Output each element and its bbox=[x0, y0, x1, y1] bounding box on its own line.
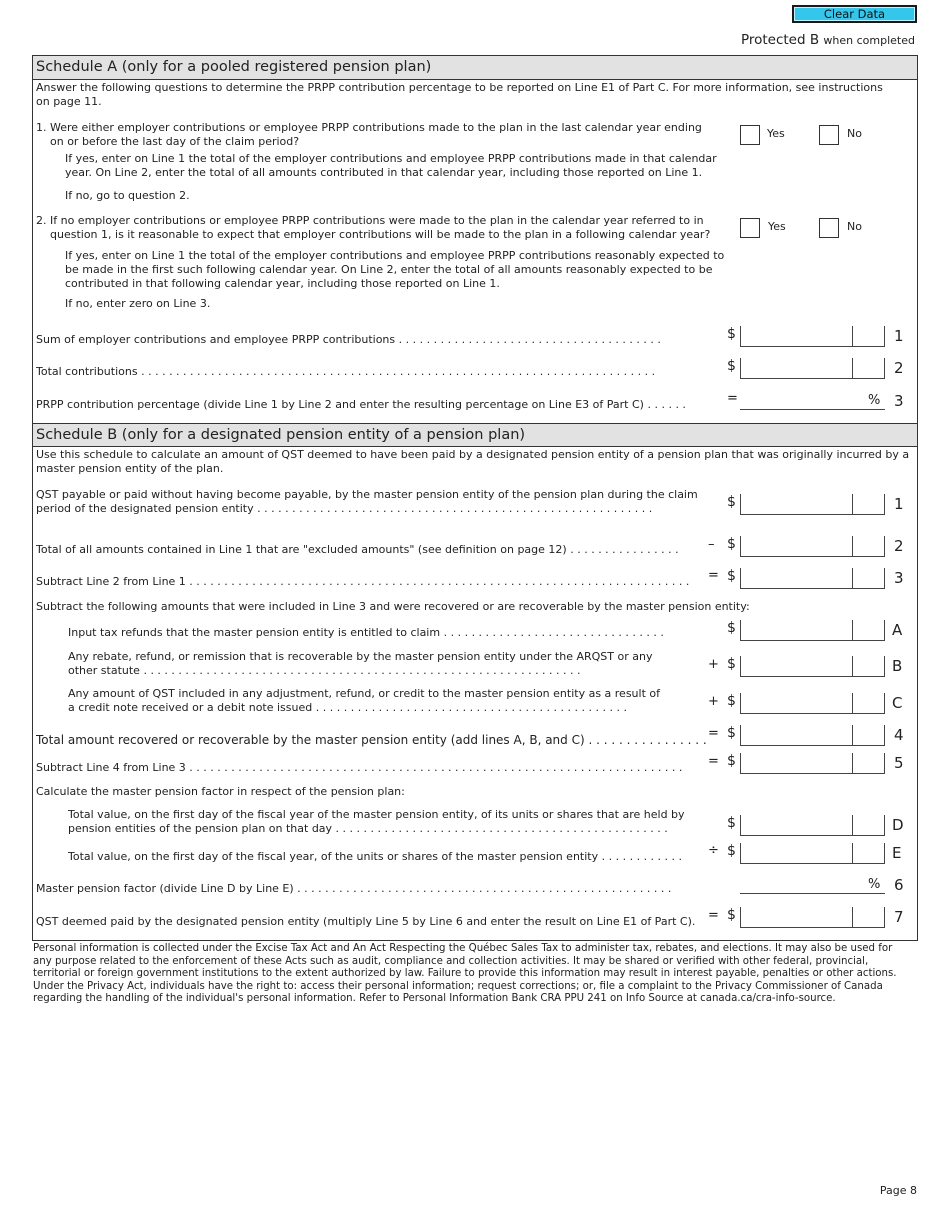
b-lineB-label-a: Any rebate, refund, or remission that is recoverable by the master pension entity under the ARQST or any bbox=[68, 650, 653, 663]
a-line2-dollar: $ bbox=[727, 358, 736, 374]
b-line3-dollar: $ bbox=[727, 568, 736, 584]
protected-small: when completed bbox=[823, 34, 915, 47]
q1-yes-label: Yes bbox=[767, 127, 785, 140]
q2-yes-checkbox[interactable] bbox=[740, 218, 760, 238]
b-line1-dollar: $ bbox=[727, 494, 736, 510]
b-line2-minus: – bbox=[708, 537, 715, 552]
a-line3-number: 3 bbox=[894, 392, 904, 410]
q2-line2: question 1, is it reasonable to expect that employer contributions will be made to the plan in a following calendar year? bbox=[50, 228, 711, 241]
schedule-b-title: Schedule B (only for a designated pension entity of a pension plan) bbox=[33, 423, 917, 447]
b-lineC-label-b: a credit note received or a debit note issued . . . . . . . . . . . . . . . . . . . . . . . . . . . . . . . . . . . . . . . . . . . . . bbox=[68, 701, 627, 714]
b-line5-equals: = bbox=[708, 754, 719, 769]
b-line6-percent-sign: % bbox=[868, 877, 881, 892]
b-lineE-divide: ÷ bbox=[708, 843, 719, 858]
b-line3-number: 3 bbox=[894, 569, 904, 587]
b-line4-number: 4 bbox=[894, 726, 904, 744]
schedule-a-intro: Answer the following questions to determine the PRPP contribution percentage to be reported on Line E1 of Part C. For more information, see instructions on page 11. bbox=[36, 81, 883, 108]
b-line3-equals: = bbox=[708, 568, 719, 583]
q2-if-no: If no, enter zero on Line 3. bbox=[65, 297, 211, 310]
b-lineA-dollar: $ bbox=[727, 620, 736, 636]
b-lineA-number: A bbox=[892, 621, 903, 639]
q1-line1: 1. Were either employer contributions or employee PRPP contributions made to the plan in the last calendar year ending bbox=[36, 121, 702, 134]
b-line1-number: 1 bbox=[894, 495, 904, 513]
q1-line2: on or before the last day of the claim period? bbox=[50, 135, 300, 148]
b-line7-equals: = bbox=[708, 908, 719, 923]
a-line3-label: PRPP contribution percentage (divide Line 1 by Line 2 and enter the resulting percentage on Line E3 of Part C) . . . . . . bbox=[36, 398, 686, 411]
b-lineA-label: Input tax refunds that the master pension entity is entitled to claim . . . . . . . . . . . . . . . . . . . . . . . . . . . . . . . . bbox=[68, 626, 664, 639]
b-line7-label: QST deemed paid by the designated pension entity (multiply Line 5 by Line 6 and enter the result on Line E1 of Part C). bbox=[36, 915, 696, 928]
q2-if-yes: If yes, enter on Line 1 the total of the employer contributions and employee PRPP contributions reasonably expected to be made in the first such following calendar year. On Line 2, enter the total of all amounts reasonably expected to be contributed in that following calendar year, including those reported on Line 1. bbox=[65, 249, 725, 290]
privacy-notice: Personal information is collected under the Excise Tax Act and An Act Respecting the Québec Sales Tax to administer tax, rebates, and elections. It may also be used for any purpose related to the enforcement of these Acts such as audit, compliance and collection activities. It may be shared or verified with other federal, provincial, territorial or foreign government institutions to the extent authorized by law. Failure to provide this information may result in interest payable, penalties or other actions. Under the Privacy Act, individuals have the right to: access their personal information; request corrections; or, file a complaint to the Privacy Commissioner of Canada regarding the handling of the individual's personal information. Refer to Personal Information Bank CRA PPU 241 on Info Source at canada.ca/cra-info-source. bbox=[33, 943, 897, 1005]
b-line1-label-a: QST payable or paid without having become payable, by the master pension entity of the pension plan during the claim bbox=[36, 488, 698, 501]
q2-line1: 2. If no employer contributions or employee PRPP contributions were made to the plan in the calendar year referred to in bbox=[36, 214, 704, 227]
q1-no-label: No bbox=[847, 127, 862, 140]
q1-if-no: If no, go to question 2. bbox=[65, 189, 190, 202]
a-line1-number: 1 bbox=[894, 327, 904, 345]
b-line7-dollar: $ bbox=[727, 907, 736, 923]
b-line5-number: 5 bbox=[894, 754, 904, 772]
b-line7-number: 7 bbox=[894, 908, 904, 926]
b-line5-dollar: $ bbox=[727, 753, 736, 769]
a-line3-percent-field[interactable] bbox=[740, 392, 885, 410]
form-frame bbox=[32, 55, 918, 941]
b-line3-label: Subtract Line 2 from Line 1 . . . . . . . . . . . . . . . . . . . . . . . . . . . . . . . . . . . . . . . . . . . . . . . . . . . . . . . . . . . . . . . . . . . . . . . . bbox=[36, 575, 690, 588]
b-lineD-dollar: $ bbox=[727, 815, 736, 831]
b-line6-number: 6 bbox=[894, 876, 904, 894]
b-lineE-label: Total value, on the first day of the fiscal year, of the units or shares of the master pension entity . . . . . . . . . . . . bbox=[68, 850, 683, 863]
a-line2-number: 2 bbox=[894, 359, 904, 377]
protected-main: Protected B bbox=[740, 32, 820, 48]
schedule-b-intro: Use this schedule to calculate an amount of QST deemed to have been paid by a designated pension entity of a pension plan that was originally incurred by a master pension entity of the plan. bbox=[36, 448, 910, 475]
q1-yes-checkbox[interactable] bbox=[740, 125, 760, 145]
q1-if-yes: If yes, enter on Line 1 the total of the employer contributions and employee PRPP contributions made in that calendar year. On Line 2, enter the total of all amounts contributed in that calendar year, including those reported on Line 1. bbox=[65, 152, 717, 179]
b-lineB-number: B bbox=[892, 657, 903, 675]
q1-no-checkbox[interactable] bbox=[819, 125, 839, 145]
b-lineD-number: D bbox=[892, 816, 904, 834]
b-line2-number: 2 bbox=[894, 537, 904, 555]
clear-data-button[interactable]: Clear Data bbox=[792, 5, 917, 23]
a-line1-label: Sum of employer contributions and employee PRPP contributions . . . . . . . . . . . . . . . . . . . . . . . . . . . . . . . . . . . . . . bbox=[36, 333, 661, 346]
b-lineD-label-b: pension entities of the pension plan on that day . . . . . . . . . . . . . . . . . . . . . . . . . . . . . . . . . . . . . . . . . . . . . . . . bbox=[68, 822, 668, 835]
b-calc-intro: Calculate the master pension factor in respect of the pension plan: bbox=[36, 785, 405, 798]
b-lineE-dollar: $ bbox=[727, 843, 736, 859]
q2-no-checkbox[interactable] bbox=[819, 218, 839, 238]
b-line1-label-b: period of the designated pension entity . . . . . . . . . . . . . . . . . . . . . . . . . . . . . . . . . . . . . . . . . . . . . . . . . . . . . . . . . bbox=[36, 502, 653, 515]
b-line5-label: Subtract Line 4 from Line 3 . . . . . . . . . . . . . . . . . . . . . . . . . . . . . . . . . . . . . . . . . . . . . . . . . . . . . . . . . . . . . . . . . . . . . . . bbox=[36, 761, 683, 774]
b-lineB-label-b: other statute . . . . . . . . . . . . . . . . . . . . . . . . . . . . . . . . . . . . . . . . . . . . . . . . . . . . . . . . . . . . . . . bbox=[68, 664, 581, 677]
b-line4-equals: = bbox=[708, 726, 719, 741]
b-lineD-label-a: Total value, on the first day of the fiscal year of the master pension entity, of its units or shares that are held by bbox=[68, 808, 685, 821]
b-lineC-label-a: Any amount of QST included in any adjustment, refund, or credit to the master pension entity as a result of bbox=[68, 687, 660, 700]
b-line4-label: Total amount recovered or recoverable by the master pension entity (add lines A, B, and C) . . . . . . . . . . . . . . . . bbox=[36, 733, 707, 747]
q2-no-label: No bbox=[847, 220, 862, 233]
b-line4-dollar: $ bbox=[727, 725, 736, 741]
b-lineB-dollar: $ bbox=[727, 656, 736, 672]
b-subtract-intro: Subtract the following amounts that were included in Line 3 and were recovered or are recoverable by the master pension entity: bbox=[36, 600, 750, 613]
a-line1-dollar: $ bbox=[727, 326, 736, 342]
b-lineC-plus: + bbox=[708, 694, 719, 709]
a-line3-percent-sign: % bbox=[868, 393, 881, 408]
b-lineC-number: C bbox=[892, 694, 903, 712]
a-line3-equals: = bbox=[727, 391, 738, 406]
b-line6-percent-field[interactable] bbox=[740, 876, 885, 894]
b-lineE-number: E bbox=[892, 844, 902, 862]
b-lineC-dollar: $ bbox=[727, 693, 736, 709]
b-line2-label: Total of all amounts contained in Line 1 that are "excluded amounts" (see definition on page 12) . . . . . . . . . . . . . . . . bbox=[36, 543, 679, 556]
b-lineB-plus: + bbox=[708, 657, 719, 672]
page-number: Page 8 bbox=[879, 1184, 917, 1197]
schedule-a-title: Schedule A (only for a pooled registered pension plan) bbox=[33, 56, 917, 80]
a-line2-label: Total contributions . . . . . . . . . . . . . . . . . . . . . . . . . . . . . . . . . . . . . . . . . . . . . . . . . . . . . . . . . . . . . . . . . . . . . . . . . . bbox=[36, 365, 656, 378]
q2-yes-label: Yes bbox=[768, 220, 786, 233]
protected-b-label bbox=[741, 32, 915, 48]
b-line6-label: Master pension factor (divide Line D by Line E) . . . . . . . . . . . . . . . . . . . . . . . . . . . . . . . . . . . . . . . . . . . . . . . . . . . . . . bbox=[36, 882, 672, 895]
b-line2-dollar: $ bbox=[727, 536, 736, 552]
